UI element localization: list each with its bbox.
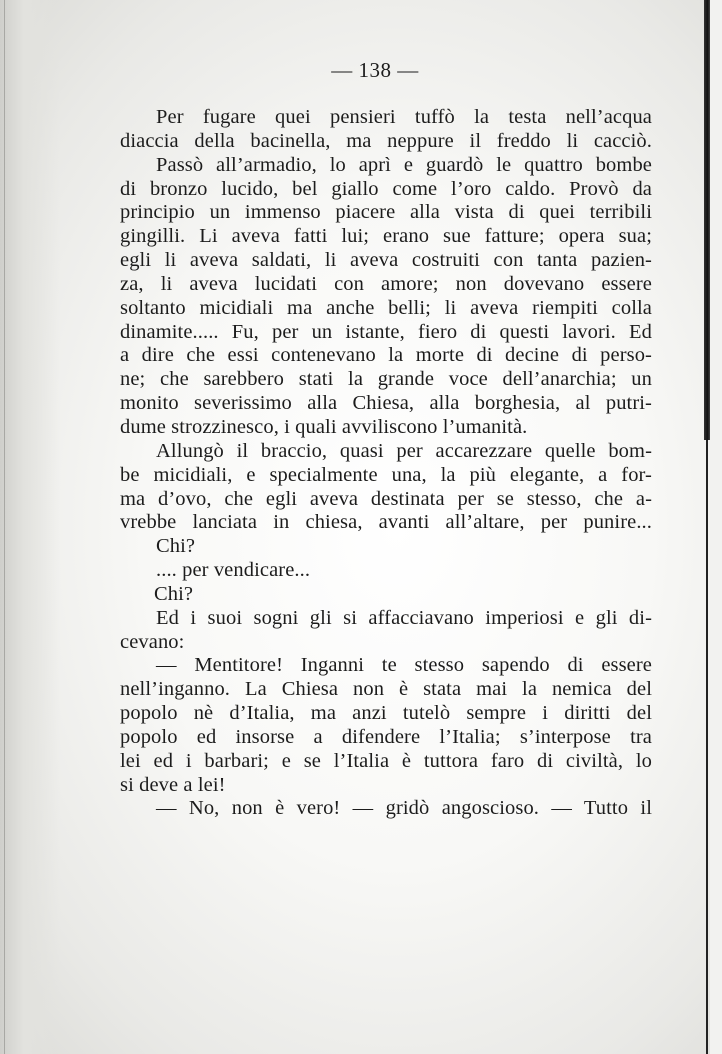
text-line: ma d’ovo, che egli aveva destinata per se stesso, che a- xyxy=(120,487,652,510)
text-line: Ed i suoi sogni gli si affacciavano imperiosi e gli di- xyxy=(156,606,652,629)
text-line: monito severissimo alla Chiesa, alla borghesia, al putri- xyxy=(120,392,652,415)
text-line: be micidiali, e specialmente una, la più elegante, a for- xyxy=(120,463,652,486)
text-line: Chi? xyxy=(154,582,194,605)
page-right-margin xyxy=(710,0,722,1054)
text-line: si deve a lei! xyxy=(120,773,226,796)
text-line: Chi? xyxy=(156,535,196,558)
text-line: cevano: xyxy=(120,630,185,653)
text-line: — Mentitore! Inganni te stesso sapendo di essere xyxy=(156,654,652,677)
page-number: — 138 — xyxy=(331,58,419,82)
text-line: Per fugare quei pensieri tuffò la testa nell’acqua xyxy=(156,106,652,128)
text-line: za, li aveva lucidati con amore; non dovevano essere xyxy=(120,272,652,295)
text-line: soltanto micidiali ma anche belli; li aveva riempiti colla xyxy=(120,296,652,319)
text-line: a dire che essi contenevano la morte di decine di perso- xyxy=(120,344,652,367)
text-line: gingilli. Li aveva fatti lui; erano sue fatture; opera sua; xyxy=(120,225,652,248)
text-line: Passò all’armadio, lo aprì e guardò le quattro bombe xyxy=(156,153,652,176)
text-line: popolo ed insorse a difendere l’Italia; s’interpose tra xyxy=(120,725,652,748)
text-line: ne; che sarebbero stati la grande voce dell’anarchia; un xyxy=(120,368,652,391)
text-line: di bronzo lucido, bel giallo come l’oro caldo. Provò da xyxy=(120,177,652,200)
text-line: diaccia della bacinella, ma neppure il freddo li cacciò. xyxy=(120,129,652,152)
text-line: principio un immenso piacere alla vista di quei terribili xyxy=(120,201,652,224)
body-text xyxy=(120,106,652,821)
text-line: — No, non è vero! — gridò angoscioso. — Tutto il xyxy=(156,797,652,820)
page-left-shadow xyxy=(0,0,60,1054)
text-line: dume strozzinesco, i quali avviliscono l’umanità. xyxy=(120,415,528,438)
text-line: nell’inganno. La Chiesa non è stata mai la nemica del xyxy=(120,678,652,701)
text-line: Allungò il braccio, quasi per accarezzare quelle bom- xyxy=(156,439,652,462)
page-left-edge xyxy=(4,0,5,1054)
text-line: .... per vendicare... xyxy=(156,559,311,582)
text-line: lei ed i barbari; e se l’Italia è tuttora faro di civiltà, lo xyxy=(120,749,652,772)
text-line: egli li aveva saldati, li aveva costruiti con tanta pazien- xyxy=(120,249,652,272)
text-line: dinamite..... Fu, per un istante, fiero di questi lavori. Ed xyxy=(120,320,652,343)
text-line: popolo nè d’Italia, ma anzi tutelò sempre i diritti del xyxy=(120,702,652,725)
text-line: vrebbe lanciata in chiesa, avanti all’altare, per punire... xyxy=(120,511,652,534)
